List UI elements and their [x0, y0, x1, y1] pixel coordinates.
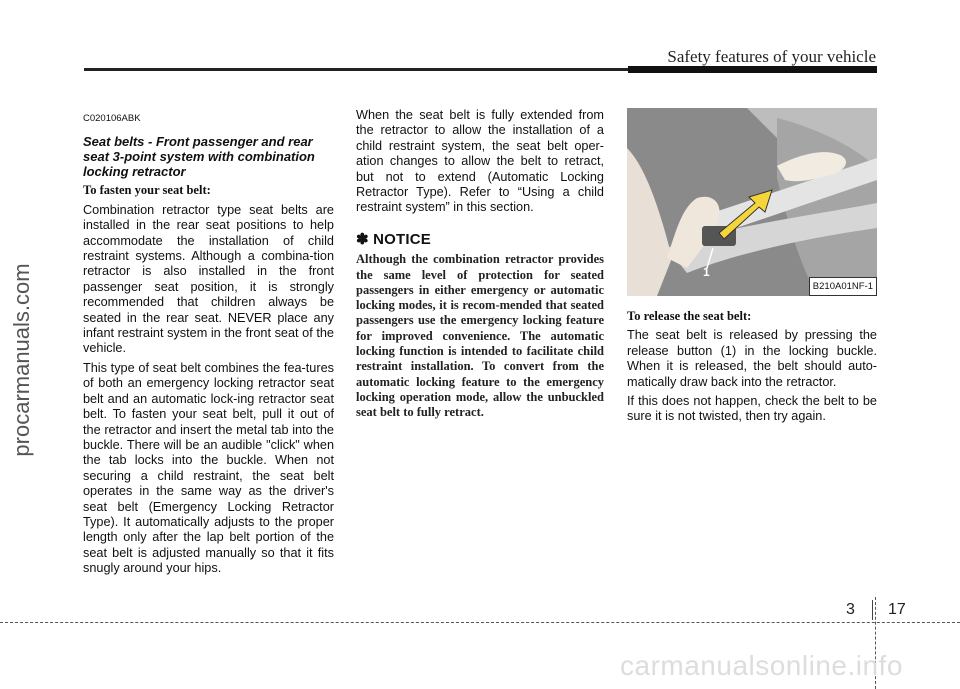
column-middle	[356, 108, 604, 425]
seat-belt-illustration	[627, 108, 877, 296]
paragraph: This type of seat belt combines the fea-tures of both an emergency locking retractor seat belt and an automatic lock-ing retractor seat belt. To fasten your seat belt, pull it out of the retractor and insert the metal tab into the buckle. There will be an audible "click" when the tab locks into the buckle. When not securing a child restraint, the seat belt operates in the same way as the driver's seat belt (Emergency Locking Retractor Type). It automatically adjusts to the proper length only after the lap belt portion of the seat belt is adjusted manually so that it fits snugly around your hips.	[83, 360, 334, 576]
side-watermark: procarmanuals.com	[9, 263, 34, 457]
page-number: 17	[888, 601, 906, 618]
column-left	[83, 108, 334, 581]
header-bar	[628, 66, 877, 73]
paragraph: The seat belt is released by pressing the release button (1) in the locking buckle. When it is released, the belt should auto-matically draw back into the retractor.	[627, 328, 877, 389]
page-separator	[872, 600, 873, 620]
notice-body: Although the combination retractor provides the same level of protection for seated passengers in either emergency or automatic locking modes, it is recom-mended that seated passengers use the emergency locking feature for improved convenience. The automatic locking function is intended to facilitate child restraint installation. To convert from the automatic locking feature to the emergency locking operation mode, allow the unbuckled seat belt to fully retract.	[356, 252, 604, 420]
notice-title: ✽ NOTICE	[356, 230, 432, 248]
figure-code: B210A01NF-1	[809, 277, 877, 296]
section-code: C020106ABK	[83, 113, 141, 124]
column-right	[627, 108, 877, 429]
section-subtitle: Seat belts - Front passenger and rear seat 3-point system with combination locking retractor	[83, 134, 315, 180]
footer-rule	[0, 622, 960, 623]
section-number: 3	[846, 601, 855, 618]
bottom-watermark: carmanualsonline.info	[620, 650, 903, 681]
release-heading: To release the seat belt:	[627, 309, 752, 323]
paragraph: Combination retractor type seat belts are installed in the rear seat positions to help accommodate the installation of child restraint systems. Although a combina-tion retractor is also installed in the front passenger seat position, it is strongly recommended that children always be seated in the rear seat. NEVER place any infant restraint system in the front seat of the vehicle.	[83, 202, 334, 356]
fasten-heading: To fasten your seat belt:	[83, 183, 211, 198]
paragraph: If this does not happen, check the belt to be sure it is not twisted, then try again.	[627, 394, 877, 424]
paragraph: When the seat belt is fully extended from the retractor to allow the installation of a child restraint system, the seat belt oper-ation changes to allow the belt to retract, but not to extend (Automatic Locking Retractor Type). Refer to “Using a child restraint system” in this section.	[356, 108, 604, 215]
seat-belt-buckle-figure	[627, 108, 877, 296]
callout-number: 1	[703, 264, 710, 279]
header-title: Safety features of your vehicle	[667, 47, 876, 66]
